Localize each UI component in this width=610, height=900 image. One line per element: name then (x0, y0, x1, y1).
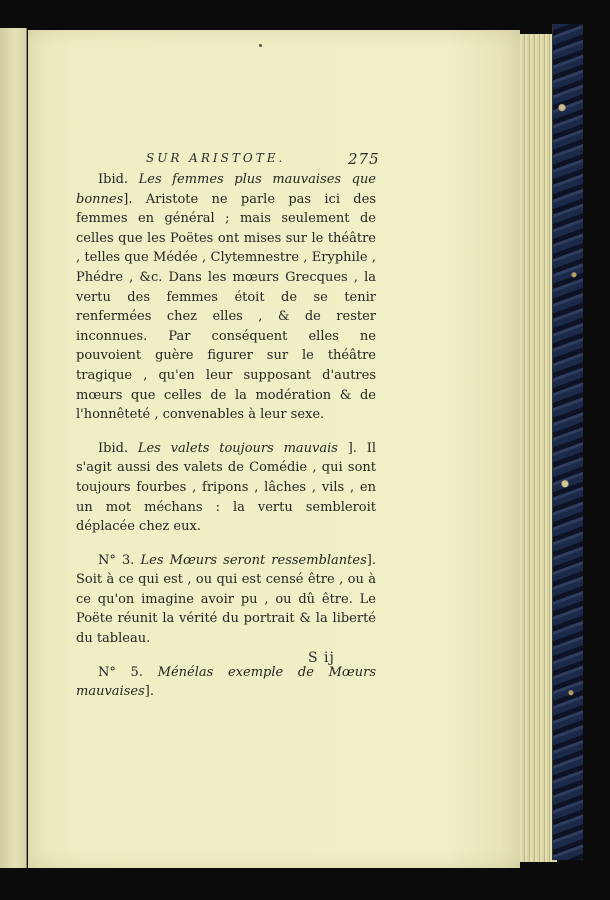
running-head: SUR ARISTOTE. (146, 151, 286, 165)
signature-mark: S ij (308, 650, 335, 666)
ink-dot (259, 44, 262, 47)
paragraph-2 (76, 439, 376, 537)
paragraph-quote: Les Mœurs seront ressemblantes (140, 552, 367, 568)
paragraph-body: ]. Il s'agit aussi des valets de Comédie , qui sont toujours fourbes , fripons , lâches , vils , en un mot méchans : la vertu sembleroit déplacée chez eux. (76, 440, 377, 535)
paragraph-lead: Ibid. (98, 440, 129, 456)
body-text (76, 170, 376, 716)
paragraph-3 (76, 551, 376, 649)
marbled-cover (552, 24, 583, 860)
paragraph-4 (76, 663, 376, 702)
page-edges (516, 34, 557, 862)
paragraph-body: ]. Aristote ne parle pas ici des femmes en général ; mais seulement de celles que les Poëtes ont mises sur le théâtre , telles que Médée , Clytemnestre , Eryphile , Phédre , &c. Dans les mœurs Grecques , la vertu des femmes étoit de se tenir renfermées chez elles , & de rester inconnues. Par conséquent elles ne pouvoient guère figurer sur le théâtre tragique , qu'en leur supposant d'autres mœurs que celles de la modération & de l'honnêteté , convenables à leur sexe. (76, 191, 376, 423)
book-page (28, 30, 520, 868)
paragraph-1 (76, 170, 376, 425)
paragraph-body: ]. Soit à ce qui est , ou qui est censé être , ou à ce qu'on imagine avoir pu , ou dû être. Le Poëte réunit la vérité du portrait & la liberté du tableau. (76, 552, 376, 647)
page-number: 275 (348, 150, 380, 168)
paragraph-quote: Les femmes plus mauvaises que bonnes (76, 172, 377, 207)
paragraph-quote: Ménélas exemple de Mœurs mauvaises (76, 664, 376, 700)
paragraph-quote: Les valets toujours mauvais (137, 440, 338, 456)
paragraph-body: ]. (144, 684, 154, 700)
left-page-edge (0, 28, 27, 868)
paragraph-lead: N° 5. (98, 664, 143, 680)
paragraph-lead: Ibid. (98, 172, 129, 187)
paragraph-lead: N° 3. (98, 552, 135, 568)
